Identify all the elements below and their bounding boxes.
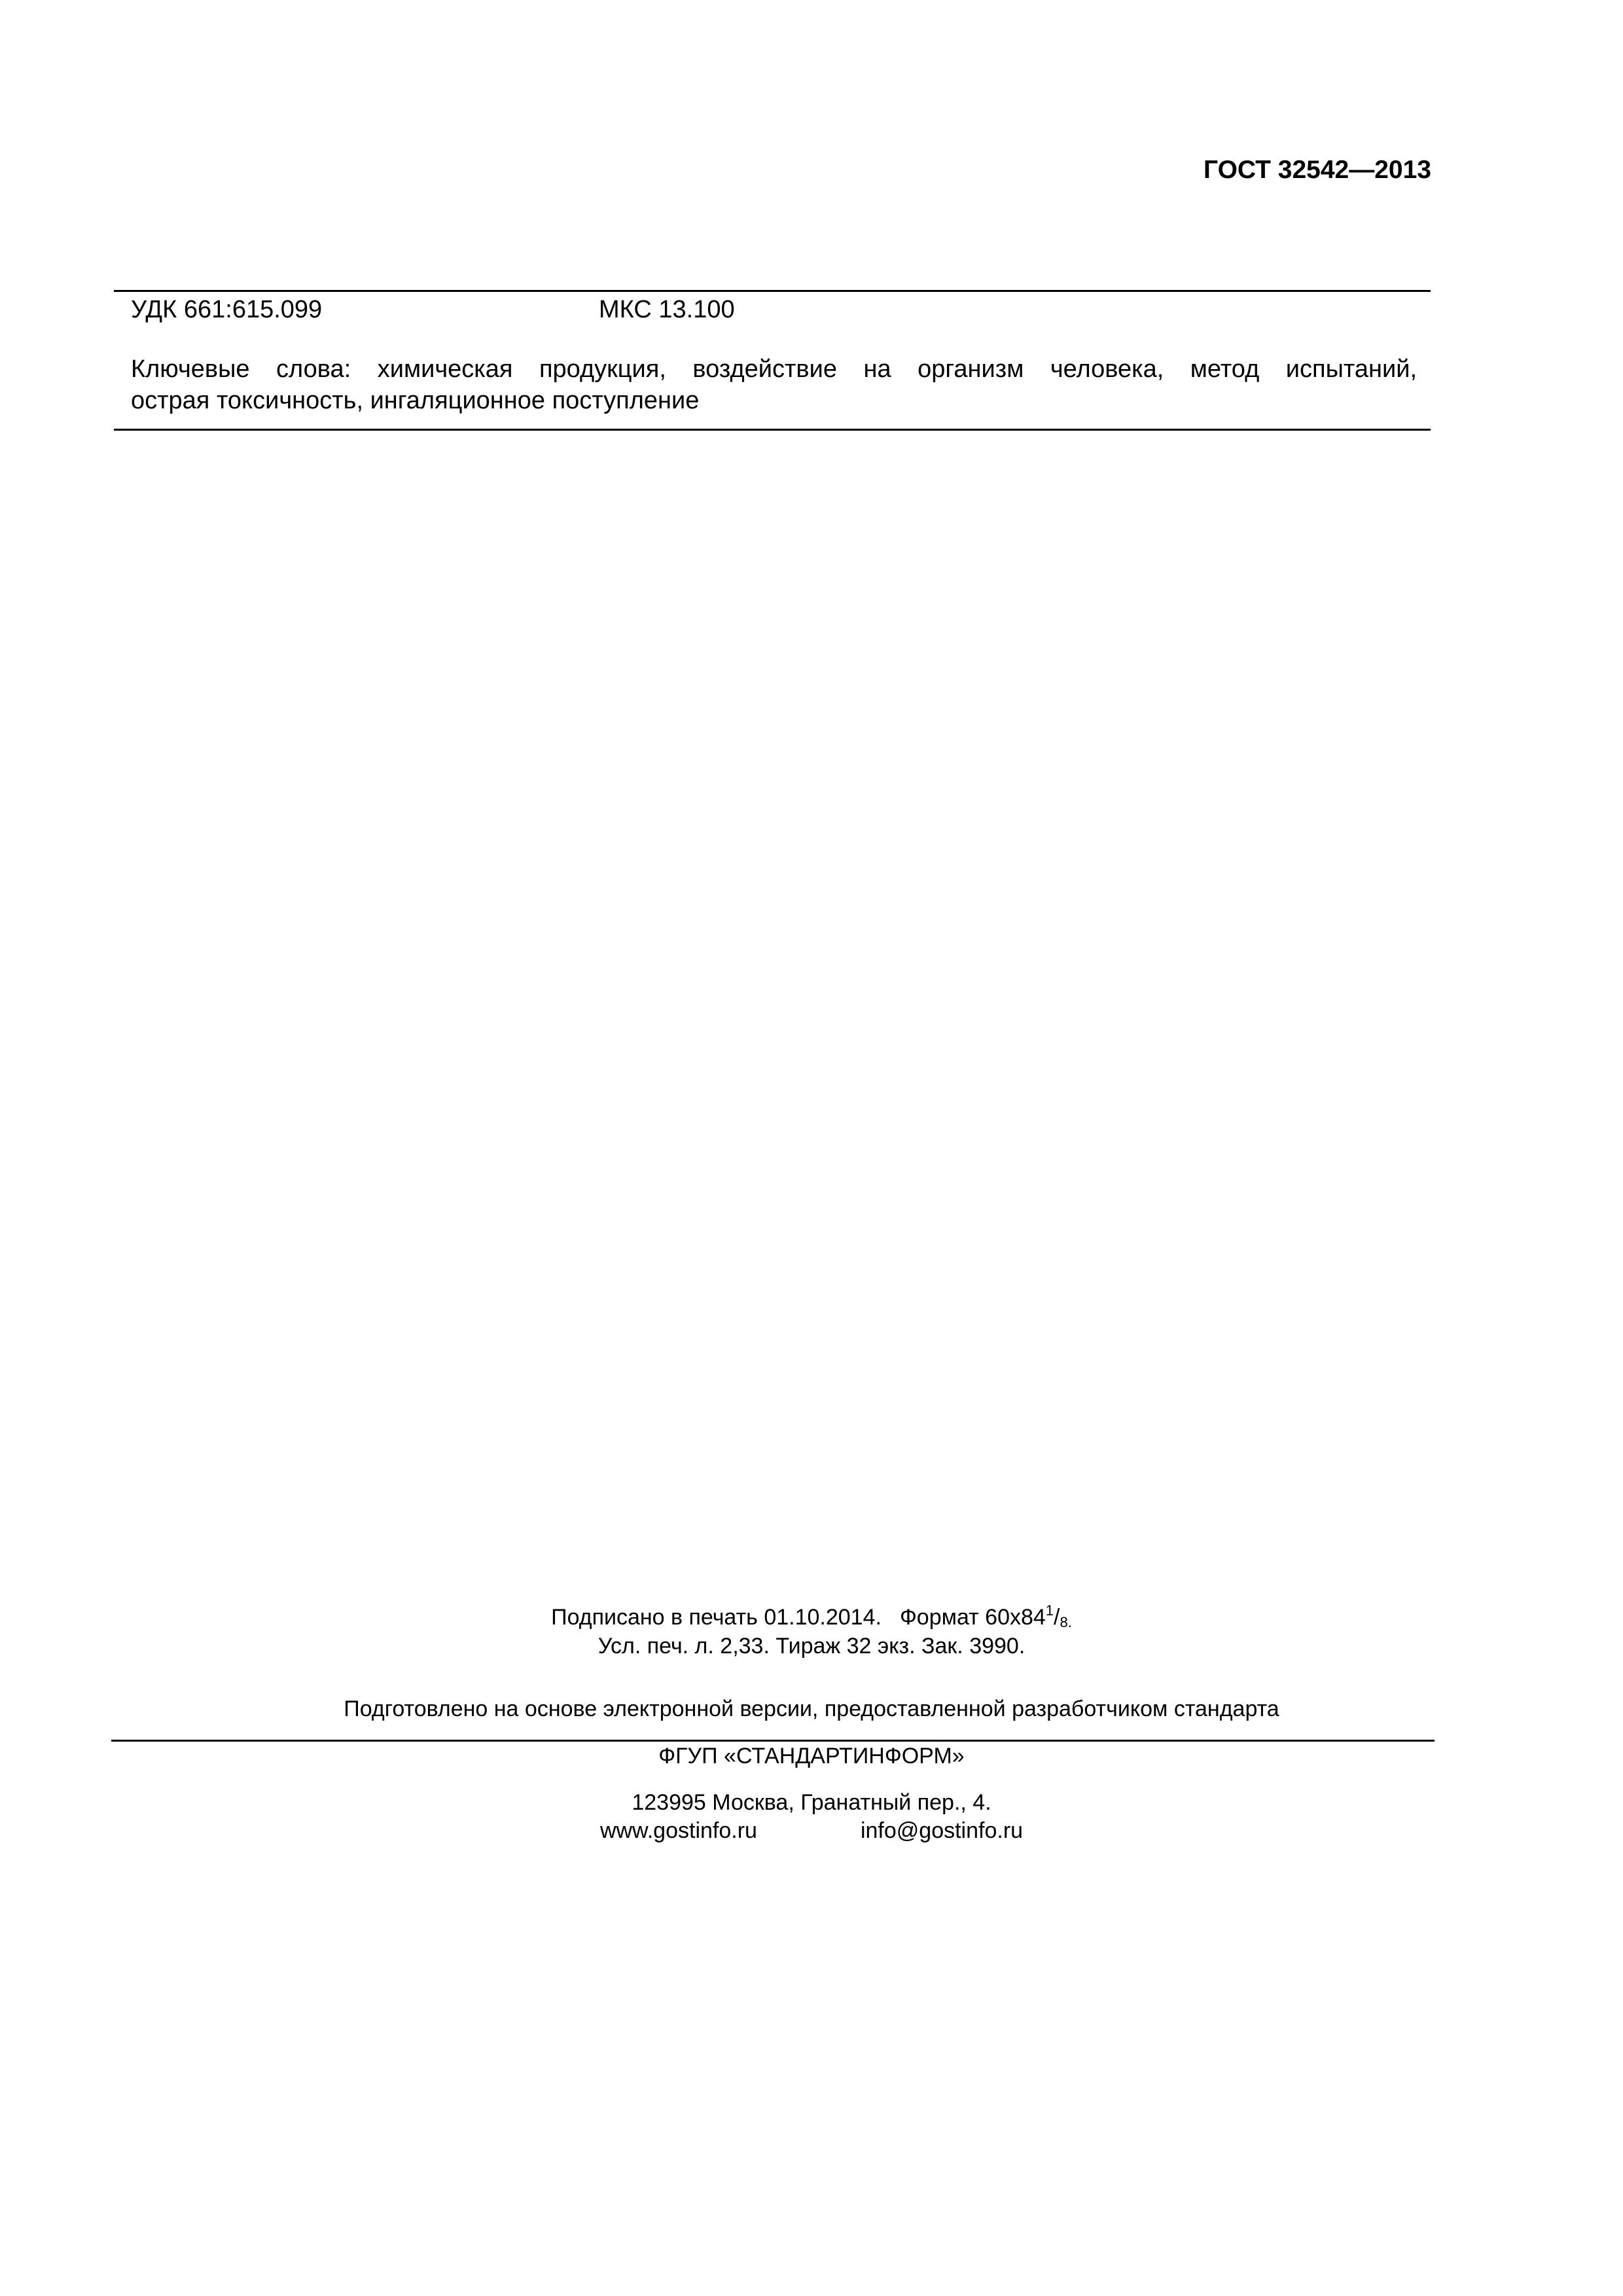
website-link[interactable]: www.gostinfo.ru xyxy=(599,1818,757,1843)
format-denominator: 8. xyxy=(1060,1614,1072,1630)
imprint-divider xyxy=(111,1740,1435,1742)
format-numerator: 1 xyxy=(1045,1602,1054,1619)
standard-code: ГОСТ 32542—2013 xyxy=(1204,156,1431,184)
format-text: Формат 60x84 xyxy=(899,1605,1046,1630)
format-slash: / xyxy=(1054,1605,1060,1630)
top-divider xyxy=(114,290,1431,292)
email-link[interactable]: info@gostinfo.ru xyxy=(860,1818,1024,1843)
keywords-line-2: острая токсичность, ингаляционное поступление xyxy=(131,387,700,414)
signed-date-text: Подписано в печать 01.10.2014. xyxy=(551,1605,882,1630)
publisher-contacts xyxy=(0,1817,1623,1844)
prepared-note: Подготовлено на основе электронной версии, предоставленной разработчиком стандарта xyxy=(344,1696,1279,1721)
ics-code: МКС 13.100 xyxy=(599,296,735,323)
publisher-name: ФГУП «СТАНДАРТИНФОРМ» xyxy=(658,1744,965,1768)
print-details: Усл. печ. л. 2,33. Тираж 32 экз. Зак. 3990. xyxy=(597,1634,1026,1659)
print-signed-line xyxy=(0,1604,1623,1631)
publisher-address: 123995 Москва, Гранатный пер., 4. xyxy=(632,1790,991,1815)
keywords-divider xyxy=(114,429,1431,431)
keywords-block xyxy=(131,353,1417,416)
keywords-line-1: Ключевые слова: химическая продукция, воздействие на организм человека, метод испытаний, xyxy=(131,355,1417,383)
udc-code: УДК 661:615.099 xyxy=(131,296,323,323)
